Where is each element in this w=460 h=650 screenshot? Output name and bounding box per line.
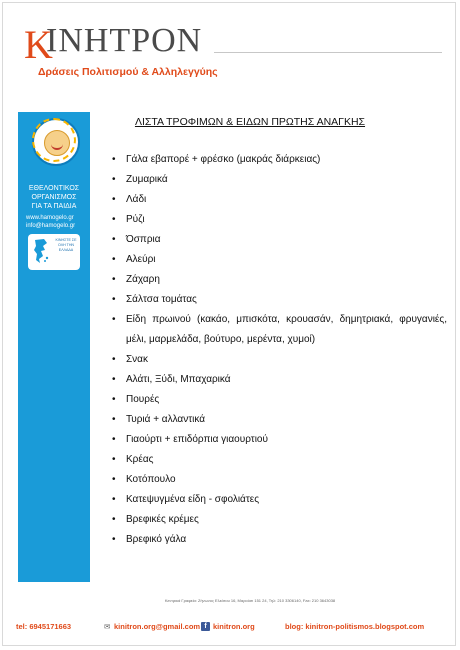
logo-subtitle: Δράσεις Πολιτισμού & Αλληλεγγύης [38, 66, 218, 78]
side-banner [18, 112, 90, 582]
item-list [112, 150, 447, 550]
list-item-text: Τυριά + αλλαντικά [126, 414, 206, 425]
header-divider [214, 52, 442, 53]
side-email: info@hamogelo.gr [26, 223, 76, 229]
smile-icon [51, 142, 63, 150]
footer-blog[interactable]: blog: kinitron-politismos.blogspot.com [285, 622, 425, 631]
child-face-icon [44, 130, 70, 156]
bullet-icon: • [112, 394, 116, 405]
bullet-icon: • [112, 194, 116, 205]
bullet-icon: • [112, 454, 116, 465]
list-item [112, 190, 447, 210]
bullet-icon: • [112, 534, 116, 545]
list-item [112, 510, 447, 530]
mail-icon: ✉ [104, 622, 111, 631]
list-item-text: Αλεύρι [126, 254, 156, 265]
greece-map-icon [32, 238, 50, 264]
list-item [112, 490, 447, 510]
facebook-icon: f [201, 622, 210, 631]
list-item-text: Είδη πρωινού (κακάο, μπισκότα, κρουασάν, δημητριακά, φρυγανιές, μέλι, μαρμελάδα, βούτυρο, μερέντα, χυμοί) [126, 314, 447, 345]
bullet-icon: • [112, 174, 116, 185]
list-item [112, 350, 447, 370]
bullet-icon: • [112, 254, 116, 265]
list-item-text: Γάλα εβαπορέ + φρέσκο (μακράς διάρκειας) [126, 154, 321, 165]
side-contact [26, 214, 90, 230]
list-item-text: Κατεψυγμένα είδη - σφολιάτες [126, 494, 260, 505]
list-item-text: Βρεφικές κρέμες [126, 514, 199, 525]
list-item [112, 170, 447, 190]
list-item-text: Βρεφικό γάλα [126, 534, 187, 545]
footer-facebook[interactable]: kinitron.org [213, 622, 255, 631]
list-item [112, 450, 447, 470]
bullet-icon: • [112, 434, 116, 445]
list-item [112, 310, 447, 350]
list-item-text: Λάδι [126, 194, 147, 205]
list-item-text: Κοτόπουλο [126, 474, 176, 485]
bullet-icon: • [112, 154, 116, 165]
list-item [112, 210, 447, 230]
side-web: www.hamogelo.gr [26, 215, 74, 221]
footer-address: Κεντρικά Γραφεία: Ζήνωνος Ελεάτου 16, Μαρούσι 151 24, Τηλ: 210 3306140, Fax: 210 3643038 [164, 598, 336, 603]
list-item-text: Αλάτι, Ξύδι, Μπαχαρικά [126, 374, 231, 385]
bullet-icon: • [112, 414, 116, 425]
list-item [112, 430, 447, 450]
kinitron-logo [18, 22, 218, 82]
bullet-icon: • [112, 474, 116, 485]
list-item-text: Ζυμαρικά [126, 174, 168, 185]
bullet-icon: • [112, 234, 116, 245]
list-item-text: Πουρές [126, 394, 160, 405]
bullet-icon: • [112, 374, 116, 385]
list-item [112, 470, 447, 490]
list-item [112, 410, 447, 430]
org-line-3: ΓΙΑ ΤΑ ΠΑΙΔΙΑ [31, 203, 77, 210]
bullet-icon: • [112, 354, 116, 365]
list-item-text: Ζάχαρη [126, 274, 160, 285]
bullet-icon: • [112, 514, 116, 525]
list-item-text: Γιαούρτι + επιδόρπια γιαουρτιού [126, 434, 268, 445]
list-item [112, 270, 447, 290]
list-item-text: Σνακ [126, 354, 148, 365]
map-caption: ΚΙΝΗΣΤΕ ΣΕ ΟΛΗ ΤΗΝ ΕΛΛΑΔΑ [55, 238, 77, 252]
logo-wordmark: ΙΝΗΤΡΟΝ [46, 22, 203, 59]
bullet-icon: • [112, 274, 116, 285]
list-item [112, 290, 447, 310]
list-item-text: Όσπρια [126, 234, 161, 245]
list-item-text: Κρέας [126, 454, 154, 465]
greece-map-badge [28, 234, 80, 270]
bullet-icon: • [112, 294, 116, 305]
footer-email[interactable]: kinitron.org@gmail.com [114, 622, 201, 631]
list-item [112, 230, 447, 250]
list-item [112, 530, 447, 550]
bullet-icon: • [112, 494, 116, 505]
bullet-icon: • [112, 314, 116, 325]
list-item-text: Σάλτσα τομάτας [126, 294, 197, 305]
list-item [112, 150, 447, 170]
list-item-text: Ρύζι [126, 214, 145, 225]
logo-k-letter: Κ [24, 22, 53, 67]
org-line-1: ΕΘΕΛΟΝΤΙΚΟΣ [28, 185, 80, 192]
list-item [112, 250, 447, 270]
list-item [112, 390, 447, 410]
list-item [112, 370, 447, 390]
page-title: ΛΙΣΤΑ ΤΡΟΦΙΜΩΝ & ΕΙΔΩΝ ΠΡΩΤΗΣ ΑΝΑΓΚΗΣ [134, 116, 366, 128]
footer-contacts [16, 622, 446, 636]
side-org-text [18, 184, 90, 211]
footer-phone[interactable]: tel: 6945171663 [16, 622, 72, 631]
bullet-icon: • [112, 214, 116, 225]
org-line-2: ΟΡΓΑΝΙΣΜΟΣ [31, 194, 77, 201]
